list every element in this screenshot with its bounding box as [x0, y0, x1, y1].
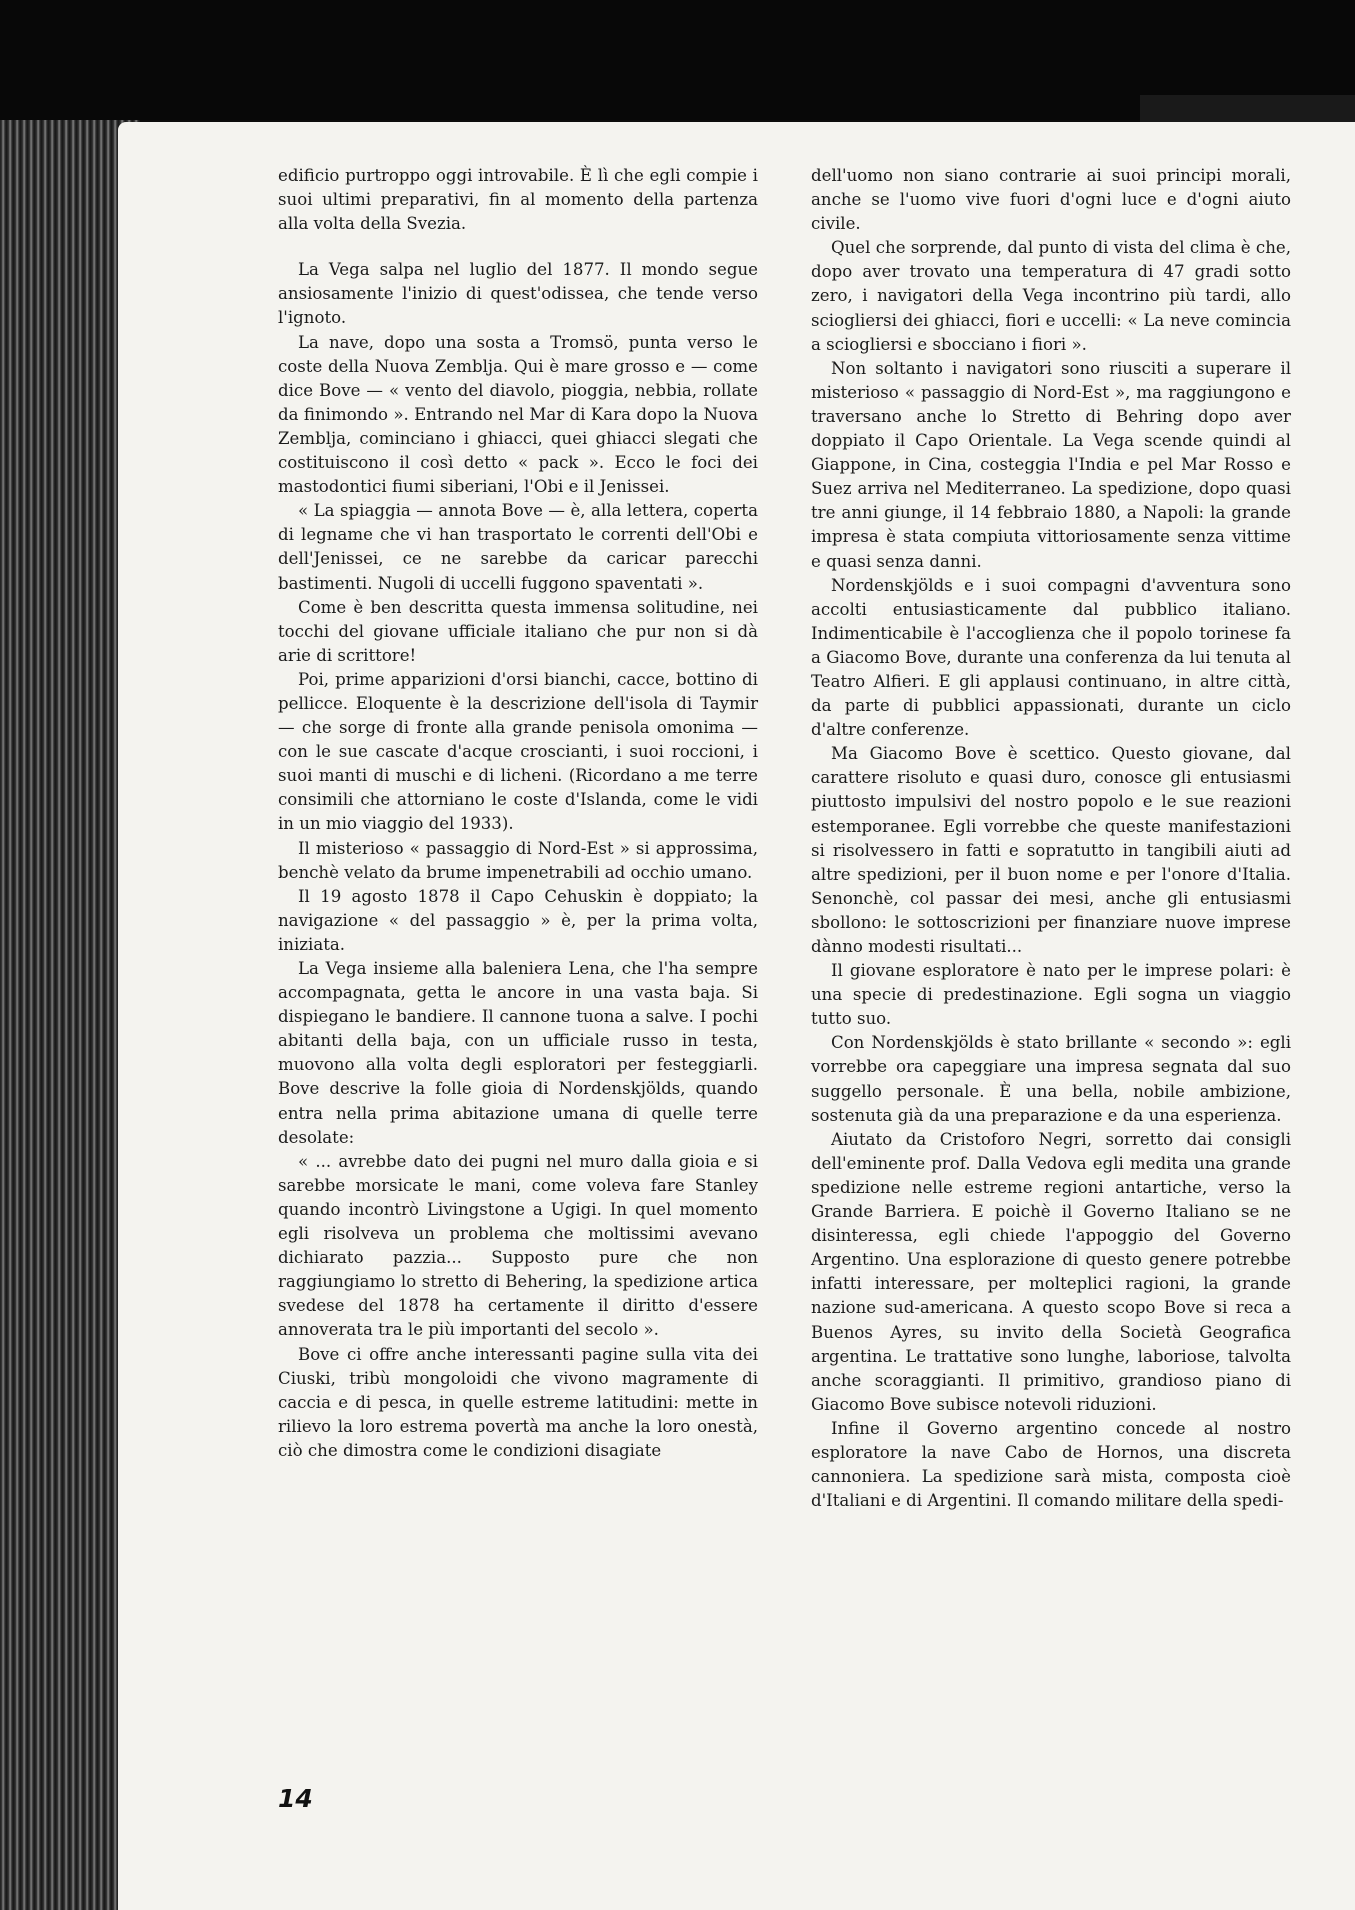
paragraph: Bove ci offre anche interessanti pagine sulla vita dei Ciuski, tribù mongoloidi che vivono magramente di caccia e di pesca, in quelle estreme latitudini: mette in rilievo la loro estrema povertà ma anche la loro onestà, ciò che dimostra come le condizioni disagiate [278, 1344, 758, 1460]
left-column [278, 164, 758, 1463]
paragraph: Non soltanto i navigatori sono riusciti a superare il misterioso « passaggio di Nord-Est », ma raggiungono e traversano anche lo Stretto di Behring dopo aver doppiato il Capo Orientale. La Vega scende quindi al Giappone, in Cina, costeggia l'India e pel Mar Rosso e Suez arriva nel Mediterraneo. La spedizione, dopo quasi tre anni giunge, il 14 febbraio 1880, a Napoli: la grande impresa è stata compiuta vittoriosamente senza vittime e quasi senza danni. [811, 358, 1291, 571]
paragraph: Infine il Governo argentino concede al nostro esploratore la nave Cabo de Hornos, una discreta cannoniera. La spedizione sarà mista, composta cioè d'Italiani e di Argentini. Il comando militare della spedi- [811, 1418, 1291, 1511]
paragraph: Aiutato da Cristoforo Negri, sorretto dai consigli dell'eminente prof. Dalla Vedova egli medita una grande spedizione nelle estreme regioni antartiche, verso la Grande Barriera. E poichè il Governo Italiano se ne disinteressa, egli chiede l'appoggio del Governo Argentino. Una esplorazione di questo genere potrebbe infatti interessare, per molteplici ragioni, la grande nazione sud-americana. A questo scopo Bove si reca a Buenos Ayres, su invito della Società Geografica argentina. Le trattative sono lunghe, laboriose, talvolta anche scoraggianti. Il primitivo, grandioso piano di Giacomo Bove subisce notevoli riduzioni. [811, 1129, 1291, 1414]
paragraph: Il 19 agosto 1878 il Capo Cehuskin è doppiato; la navigazione « del passaggio » è, per la prima volta, iniziata. [278, 886, 758, 954]
paragraph: Ma Giacomo Bove è scettico. Questo giovane, dal carattere risoluto e quasi duro, conosce gli entusiasmi piuttosto impulsivi del nostro popolo e le sue reazioni estemporanee. Egli vorrebbe che queste manifestazioni si risolvessero in fatti e sopratutto in tangibili aiuti ad altre spedizioni, per il buon nome e per l'onore d'Italia. Senonchè, col passar dei mesi, anche gli entusiasmi sbollono: le sottoscrizioni per finanziare nuove imprese dànno modesti risultati... [811, 744, 1291, 956]
paragraph: La nave, dopo una sosta a Tromsö, punta verso le coste della Nuova Zemblja. Qui è mare grosso e — come dice Bove — « vento del diavolo, pioggia, nebbia, rollate da finimondo ». Entrando nel Mar di Kara dopo la Nuova Zemblja, cominciano i ghiacci, quei ghiacci slegati che costituiscono il così detto « pack ». Ecco le foci dei mastodontici fiumi siberiani, l'Obi e il Jenissei. [278, 332, 758, 497]
paragraph: « ... avrebbe dato dei pugni nel muro dalla gioia e si sarebbe morsicate le mani, come voleva fare Stanley quando incontrò Livingstone a Ugigi. In quel momento egli risolveva un problema che moltissimi avevano dichiarato pazzia... Supposto pure che non raggiungiamo lo stretto di Behering, la spedizione artica svedese del 1878 ha certamente il diritto d'essere annoverata tra le più importanti del secolo ». [278, 1151, 758, 1340]
paragraph: Nordenskjölds e i suoi compagni d'avventura sono accolti entusiasticamente dal pubblico italiano. Indimenticabile è l'accoglienza che il popolo torinese fa a Giacomo Bove, durante una conferenza da lui tenuta al Teatro Alfieri. E gli applausi continuano, in altre città, da parte di pubblici appassionati, durante un ciclo d'altre conferenze. [811, 575, 1291, 740]
book-page [118, 122, 1355, 1910]
page-number: 14 [278, 1784, 313, 1813]
paragraph: Quel che sorprende, dal punto di vista del clima è che, dopo aver trovato una temperatura di 47 gradi sotto zero, i navigatori della Vega incontrino più tardi, allo sciogliersi dei ghiacci, fiori e uccelli: « La neve comincia a sciogliersi e sbocciano i fiori ». [811, 238, 1291, 354]
paragraph: Il giovane esploratore è nato per le imprese polari: è una specie di predestinazione. Egli sogna un viaggio tutto suo. [811, 961, 1291, 1029]
paragraph: Poi, prime apparizioni d'orsi bianchi, cacce, bottino di pellicce. Eloquente è la descrizione dell'isola di Taymir — che sorge di fronte alla grande penisola omonima — con le sue cascate d'acque croscianti, i suoi roccioni, i suoi manti di muschi e di licheni. (Ricordano a me terre consimili che attorniano le coste d'Islanda, come le vidi in un mio viaggio del 1933). [278, 669, 758, 834]
paragraph: Il misterioso « passaggio di Nord-Est » si approssima, benchè velato da brume impenetrabili ad occhio umano. [278, 838, 758, 882]
paragraph: dell'uomo non siano contrarie ai suoi principi morali, anche se l'uomo vive fuori d'ogni luce e d'ogni aiuto civile. [811, 166, 1291, 234]
paragraph: La Vega insieme alla baleniera Lena, che l'ha sempre accompagnata, getta le ancore in una vasta baja. Si dispiegano le bandiere. Il cannone tuona a salve. I pochi abitanti della baja, con un ufficiale russo in testa, muovono alla volta degli esploratori per festeggiarli. Bove descrive la folle gioia di Nordenskjölds, quando entra nella prima abitazione umana di quelle terre desolate: [278, 959, 758, 1147]
right-column [811, 164, 1291, 1513]
paragraph: Come è ben descritta questa immensa solitudine, nei tocchi del giovane ufficiale italiano che pur non si dà arie di scrittore! [278, 597, 758, 665]
paragraph: La Vega salpa nel luglio del 1877. Il mondo segue ansiosamente l'inizio di quest'odissea, che tende verso l'ignoto. [278, 260, 758, 328]
paragraph: « La spiaggia — annota Bove — è, alla lettera, coperta di legname che vi han trasportato le correnti dell'Obi e dell'Jenissei, ce ne sarebbe da caricar parecchi bastimenti. Nugoli di uccelli fuggono spaventati ». [278, 501, 758, 593]
paragraph: Con Nordenskjölds è stato brillante « secondo »: egli vorrebbe ora capeggiare una impresa segnata dal suo suggello personale. È una bella, nobile ambizione, sostenuta già da una preparazione e da una esperienza. [811, 1033, 1291, 1125]
paragraph: edificio purtroppo oggi introvabile. È lì che egli compie i suoi ultimi preparativi, fin al momento della partenza alla volta della Svezia. [278, 166, 758, 234]
